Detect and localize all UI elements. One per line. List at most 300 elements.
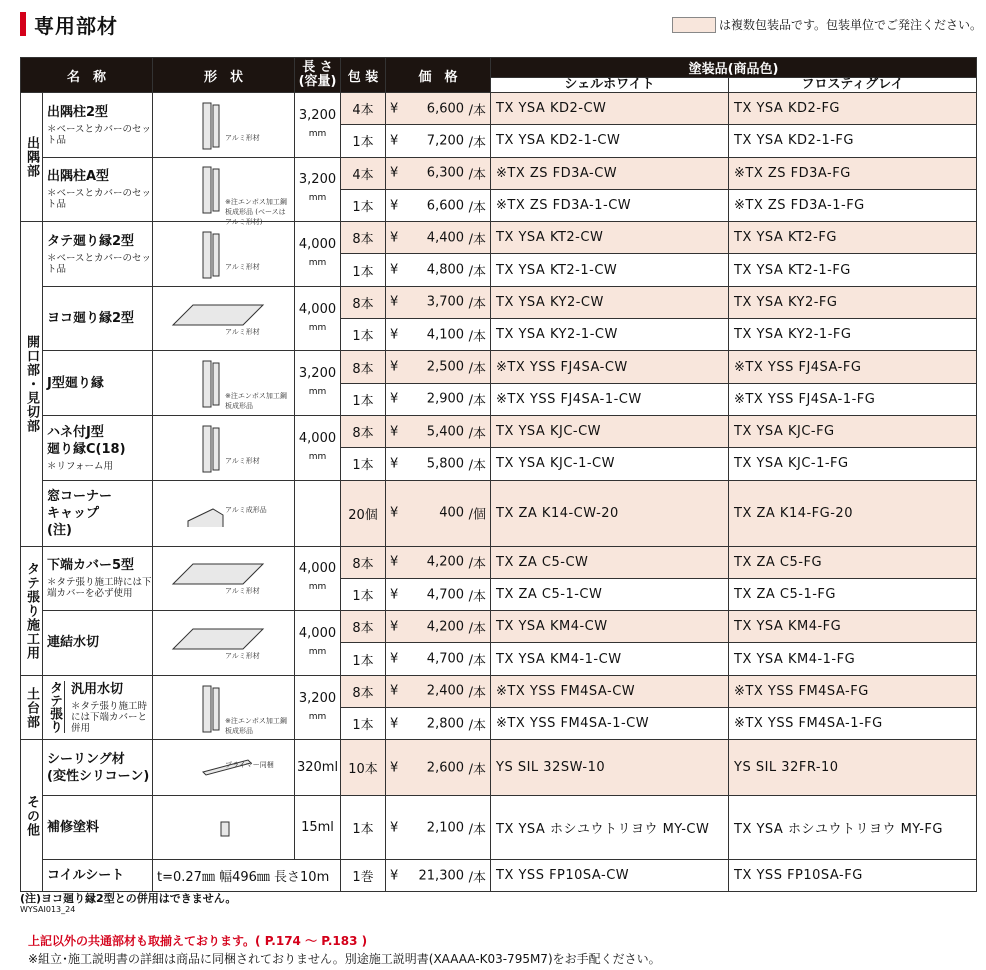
pack-cell: 8本: [341, 675, 386, 707]
shape-cell: [153, 546, 295, 611]
pack-cell: 1本: [341, 383, 386, 415]
header-name: 名 称: [21, 58, 153, 93]
item-name-cell: [43, 796, 153, 860]
price-unit: /本: [468, 822, 487, 838]
table-row: [21, 740, 977, 796]
item-note: ＊ベースとカバーのセット品: [47, 188, 152, 211]
yen-sign: ¥: [390, 424, 399, 440]
item-name-cell: [43, 611, 153, 676]
price-cell: [386, 740, 491, 796]
profile-icon: [153, 418, 293, 478]
category-cell: 開口部・見切部: [21, 222, 43, 546]
yen-sign: ¥: [390, 683, 399, 699]
header-length-sub: (容量): [298, 74, 337, 89]
yen-sign: ¥: [390, 165, 399, 181]
yen-sign: ¥: [390, 133, 399, 149]
code-shellwhite: YS SIL 32SW-10: [491, 740, 729, 796]
item-name: ハネ付J型 廻り縁C(18): [47, 424, 126, 457]
code-shellwhite: TX YSA KM4-CW: [491, 611, 729, 643]
price-value: 2,400: [426, 683, 465, 699]
item-name-cell: [43, 740, 153, 796]
code-shellwhite: TX YSA KJC-1-CW: [491, 448, 729, 480]
length-unit: mm: [308, 582, 327, 593]
price-unit: /個: [468, 507, 487, 523]
length-cell: [295, 480, 341, 546]
header-price: 価 格: [386, 58, 491, 93]
shape-drawing: [153, 418, 294, 478]
pack-cell: 8本: [341, 286, 386, 318]
item-note: ＊ベースとカバーのセット品: [47, 123, 152, 146]
code-frostygray: TX YSA KT2-FG: [729, 222, 977, 254]
category-cell: [21, 675, 43, 740]
header-painted: 塗装品(商品色): [491, 58, 977, 78]
length-value: 3,200: [298, 366, 337, 382]
shape-label: プライマー同梱: [225, 760, 274, 769]
price-cell: [386, 611, 491, 643]
code-shellwhite: ※TX YSS FJ4SA-CW: [491, 351, 729, 383]
length-cell: [295, 415, 341, 480]
footnote: (注)ヨコ廻り縁2型との併用はできません。: [20, 892, 237, 905]
item-name-cell: [43, 157, 153, 222]
code-shellwhite: TX YSA KM4-1-CW: [491, 643, 729, 675]
price-cell: [386, 222, 491, 254]
shape-label: ※注エンボス加工鋼板成形品: [225, 716, 287, 735]
pack-cell: 1本: [341, 254, 386, 286]
price-cell: [386, 796, 491, 860]
price-cell: [386, 480, 491, 546]
pack-cell: 8本: [341, 351, 386, 383]
pack-cell: 20個: [341, 480, 386, 546]
code-shellwhite: ※TX ZS FD3A-CW: [491, 157, 729, 189]
price-value: 4,700: [426, 587, 465, 602]
shape-drawing: [153, 159, 294, 227]
length-value: 4,000: [298, 625, 337, 641]
price-unit: /本: [468, 167, 487, 183]
length-value: 4,000: [298, 236, 337, 252]
shape-drawing: [153, 289, 294, 349]
item-name-cell: [43, 93, 153, 158]
table-row: [21, 351, 977, 383]
yen-sign: ¥: [390, 505, 399, 521]
shape-cell: [153, 286, 295, 351]
shape-cell: [153, 157, 295, 227]
table-row: [21, 480, 977, 546]
shape-drawing: [153, 353, 294, 413]
price-cell: [386, 254, 491, 286]
item-name-cell: [43, 675, 153, 740]
length-value: 15ml: [301, 819, 334, 835]
length-value: 4,000: [298, 430, 337, 446]
pack-cell: 1本: [341, 708, 386, 740]
price-unit: /本: [468, 458, 487, 474]
code-shellwhite: TX YSA KY2-CW: [491, 286, 729, 318]
price-cell: [386, 157, 491, 189]
item-name: タテ廻り縁2型: [47, 233, 135, 249]
item-name-cell: [43, 415, 153, 480]
pack-cell: 1本: [341, 643, 386, 675]
pack-cell: 1本: [341, 796, 386, 860]
shape-drawing: [153, 814, 294, 842]
pack-cell: 10本: [341, 740, 386, 796]
shape-cell: [153, 675, 295, 740]
code-frostygray: TX YSA KM4-FG: [729, 611, 977, 643]
code-shellwhite: TX YSA KT2-1-CW: [491, 254, 729, 286]
profile-icon: [153, 289, 293, 349]
pack-cell: 8本: [341, 611, 386, 643]
code-shellwhite: TX ZA K14-CW-20: [491, 480, 729, 546]
length-unit: mm: [308, 451, 327, 462]
profile-icon: [153, 224, 293, 284]
profile-icon: [153, 814, 293, 842]
price-unit: /本: [468, 103, 487, 119]
legend-text: は複数包装品です。包装単位でご発注ください。: [719, 18, 983, 32]
price-value: 2,900: [426, 391, 465, 407]
yen-sign: ¥: [390, 619, 399, 635]
item-name: シーリング材 (変性シリコーン): [47, 751, 150, 784]
code-frostygray: TX ZA C5-1-FG: [729, 578, 977, 610]
price-unit: /本: [468, 621, 487, 637]
price-unit: /本: [468, 361, 487, 377]
table-row: [21, 157, 977, 189]
price-value: 4,400: [426, 230, 465, 246]
price-value: 6,600: [426, 101, 465, 117]
shape-cell: [153, 222, 295, 287]
length-value: 3,200: [298, 107, 337, 123]
category-cell: その他: [21, 740, 43, 892]
price-value: 21,300: [418, 868, 465, 884]
code-frostygray: ※TX YSS FJ4SA-FG: [729, 351, 977, 383]
price-cell: [386, 860, 491, 892]
code-shellwhite: TX YSA KD2-CW: [491, 93, 729, 125]
code-frostygray: TX YSA ホシユウトリヨウ MY-FG: [729, 796, 977, 860]
code-frostygray: TX YSA KD2-1-FG: [729, 125, 977, 157]
item-name-cell: [43, 860, 153, 892]
table-row: [21, 222, 977, 254]
shape-drawing: [153, 754, 294, 782]
price-cell: [386, 708, 491, 740]
item-name-cell: [43, 546, 153, 611]
item-name: コイルシート: [47, 868, 125, 884]
legend: [672, 16, 982, 33]
profile-icon: [153, 95, 293, 155]
code-shellwhite: TX YSA KD2-1-CW: [491, 125, 729, 157]
shape-drawing: [153, 224, 294, 284]
table-row: [21, 546, 977, 578]
pack-cell: 8本: [341, 415, 386, 447]
length-unit: mm: [308, 322, 327, 333]
shape-drawing: [153, 499, 294, 527]
item-name-cell: [43, 480, 153, 546]
price-value: 7,200: [426, 133, 465, 149]
code-shellwhite: TX ZA C5-CW: [491, 546, 729, 578]
shape-drawing: [153, 548, 294, 608]
price-unit: /本: [468, 685, 487, 701]
price-unit: /本: [468, 393, 487, 409]
length-cell: [295, 286, 341, 351]
shape-label: アルミ形材: [225, 587, 260, 596]
item-note: ＊タテ張り施工時には下端カバーを必ず使用: [47, 577, 152, 600]
title-accent-bar: [20, 12, 26, 36]
code-shellwhite: ※TX YSS FJ4SA-1-CW: [491, 383, 729, 415]
manual-note: ※組立･施工説明書の詳細は商品に同梱されておりません。別途施工説明書(XAAAA-K03-795M7)をお手配ください。: [28, 952, 661, 966]
length-cell: [295, 740, 341, 796]
price-value: 4,200: [426, 554, 465, 570]
table-row: [21, 611, 977, 643]
shape-label: アルミ形材: [225, 262, 260, 271]
pack-cell: 1本: [341, 125, 386, 157]
length-unit: mm: [308, 257, 327, 268]
price-value: 2,100: [426, 820, 465, 836]
code-frostygray: ※TX ZS FD3A-FG: [729, 157, 977, 189]
price-unit: /本: [468, 426, 487, 442]
price-value: 6,600: [426, 198, 465, 214]
pack-cell: 1本: [341, 578, 386, 610]
table-row: [21, 415, 977, 447]
pack-cell: 1本: [341, 319, 386, 351]
shape-cell: [153, 796, 295, 860]
item-name: ヨコ廻り縁2型: [47, 311, 135, 327]
item-name: 出隅柱A型: [47, 169, 110, 185]
price-cell: [386, 286, 491, 318]
code-shellwhite: TX YSA KJC-CW: [491, 415, 729, 447]
code-shellwhite: TX YSS FP10SA-CW: [491, 860, 729, 892]
yen-sign: ¥: [390, 760, 399, 776]
length-value: 3,200: [298, 172, 337, 188]
yen-sign: ¥: [390, 554, 399, 570]
profile-icon: [153, 548, 293, 608]
page-title: 専用部材: [34, 14, 118, 38]
price-value: 4,200: [426, 619, 465, 635]
code-shellwhite: ※TX YSS FM4SA-1-CW: [491, 708, 729, 740]
header-shape: 形 状: [153, 58, 295, 93]
price-cell: [386, 546, 491, 578]
price-cell: [386, 578, 491, 610]
length-cell: [295, 546, 341, 611]
length-unit: mm: [308, 646, 327, 657]
item-name-cell: [43, 286, 153, 351]
code-frostygray: ※TX YSS FM4SA-FG: [729, 675, 977, 707]
yen-sign: ¥: [390, 359, 399, 375]
shape-cell: [153, 351, 295, 416]
item-note: ＊リフォーム用: [47, 460, 114, 472]
header-pack: 包 装: [341, 58, 386, 93]
yen-sign: ¥: [390, 262, 399, 278]
shape-cell: [153, 611, 295, 676]
price-unit: /本: [468, 718, 487, 734]
price-value: 3,700: [426, 294, 465, 310]
yen-sign: ¥: [390, 651, 399, 667]
profile-icon: [153, 613, 293, 673]
header-length: [295, 58, 341, 93]
pack-cell: 8本: [341, 222, 386, 254]
code-frostygray: YS SIL 32FR-10: [729, 740, 977, 796]
price-unit: /本: [468, 200, 487, 216]
price-unit: /本: [468, 232, 487, 248]
shape-drawing: [153, 678, 294, 738]
header-color2: フロスティグレイ: [729, 78, 977, 93]
price-value: 6,300: [426, 165, 465, 181]
price-unit: /本: [468, 762, 487, 778]
price-unit: /本: [468, 589, 487, 604]
item-name: 下端カバー5型: [47, 558, 135, 574]
price-value: 2,600: [426, 760, 465, 776]
code-frostygray: TX ZA C5-FG: [729, 546, 977, 578]
code-shellwhite: ※TX ZS FD3A-1-CW: [491, 189, 729, 221]
length-value: 4,000: [298, 301, 337, 317]
pack-cell: 4本: [341, 157, 386, 189]
header-color1: シェルホワイト: [491, 78, 729, 93]
shape-label: アルミ形材: [225, 327, 260, 336]
code-frostygray: ※TX YSS FM4SA-1-FG: [729, 708, 977, 740]
code-shellwhite: TX YSA KT2-CW: [491, 222, 729, 254]
price-unit: /本: [468, 329, 487, 345]
code-frostygray: TX YSA KD2-FG: [729, 93, 977, 125]
length-unit: mm: [308, 711, 327, 722]
length-cell: [295, 222, 341, 287]
price-value: 4,800: [426, 262, 465, 278]
price-value: 400: [439, 505, 465, 521]
price-value: 2,500: [426, 359, 465, 375]
shape-label: ※注エンボス加工鋼板成形品: [225, 392, 287, 411]
item-note: ＊タテ張り施工時には下端カバーと併用: [71, 701, 148, 735]
header-length-main: 長 さ: [302, 60, 333, 75]
code-shellwhite: TX ZA C5-1-CW: [491, 578, 729, 610]
code-shellwhite: TX YSA KY2-1-CW: [491, 319, 729, 351]
pack-cell: 1本: [341, 189, 386, 221]
price-value: 5,400: [426, 424, 465, 440]
length-cell: [295, 675, 341, 740]
length-value: 4,000: [298, 561, 337, 577]
table-row: [21, 675, 977, 707]
code-frostygray: TX YSA KY2-1-FG: [729, 319, 977, 351]
price-unit: /本: [468, 653, 487, 669]
item-name: J型廻り縁: [47, 375, 104, 391]
code-shellwhite: TX YSA ホシユウトリヨウ MY-CW: [491, 796, 729, 860]
length-unit: mm: [308, 387, 327, 398]
length-unit: mm: [308, 128, 327, 139]
yen-sign: ¥: [390, 198, 399, 214]
table-row: [21, 93, 977, 125]
item-name-cell: [43, 222, 153, 287]
table-row: [21, 286, 977, 318]
yen-sign: ¥: [390, 456, 399, 472]
table-row: [21, 860, 977, 892]
yen-sign: ¥: [390, 716, 399, 732]
code-frostygray: TX YSA KY2-FG: [729, 286, 977, 318]
shape-label: アルミ形材: [225, 456, 260, 465]
pack-cell: 4本: [341, 93, 386, 125]
category-label: 土台部: [24, 686, 39, 729]
price-value: 5,800: [426, 456, 465, 472]
shape-label: アルミ形材: [225, 651, 260, 660]
yen-sign: ¥: [390, 820, 399, 836]
yen-sign: ¥: [390, 101, 399, 117]
code-frostygray: ※TX YSS FJ4SA-1-FG: [729, 383, 977, 415]
code-frostygray: TX YSA KJC-FG: [729, 415, 977, 447]
shape-cell: [153, 415, 295, 480]
price-cell: [386, 125, 491, 157]
shape-label: アルミ成形品: [225, 506, 267, 515]
price-value: 4,700: [426, 651, 465, 667]
price-cell: [386, 93, 491, 125]
shape-cell: [153, 740, 295, 796]
code-frostygray: ※TX ZS FD3A-1-FG: [729, 189, 977, 221]
price-unit: /本: [468, 264, 487, 280]
shape-drawing: [153, 613, 294, 673]
price-unit: /本: [468, 296, 487, 312]
price-cell: [386, 351, 491, 383]
common-parts-note: 上記以外の共通部材も取揃えております。( P.174 ～ P.183 ): [28, 934, 368, 948]
item-name: 窓コーナー キャップ (注): [47, 488, 113, 538]
price-cell: [386, 415, 491, 447]
length-cell: [295, 93, 341, 158]
price-value: 4,100: [426, 327, 465, 343]
price-unit: /本: [468, 556, 487, 572]
shape-cell: [153, 93, 295, 158]
category-cell: 出隅部: [21, 93, 43, 222]
price-cell: [386, 448, 491, 480]
item-name: 補修塗料: [47, 820, 100, 836]
shape-label: アルミ形材: [225, 133, 260, 142]
pack-cell: 1本: [341, 448, 386, 480]
coil-spec: t=0.27㎜ 幅496㎜ 長さ10m: [157, 870, 330, 886]
length-cell: [295, 351, 341, 416]
item-name-cell: [43, 351, 153, 416]
code-frostygray: TX ZA K14-FG-20: [729, 480, 977, 546]
code-frostygray: TX YSA KM4-1-FG: [729, 643, 977, 675]
length-unit: mm: [308, 193, 327, 204]
yen-sign: ¥: [390, 587, 399, 602]
length-cell: [295, 157, 341, 222]
yen-sign: ¥: [390, 294, 399, 310]
category-cell: タテ張り施工用: [21, 546, 43, 675]
price-cell: [386, 643, 491, 675]
code-shellwhite: ※TX YSS FM4SA-CW: [491, 675, 729, 707]
legend-swatch: [672, 17, 716, 33]
shape-cell: [153, 480, 295, 546]
length-value: 320ml: [296, 759, 339, 775]
price-value: 2,800: [426, 716, 465, 732]
code-frostygray: TX YSS FP10SA-FG: [729, 860, 977, 892]
yen-sign: ¥: [390, 391, 399, 407]
code-frostygray: TX YSA KJC-1-FG: [729, 448, 977, 480]
yen-sign: ¥: [390, 868, 399, 884]
pack-cell: 8本: [341, 546, 386, 578]
shape-label: ※注エンボス加工鋼板成形品 (ベースはアルミ形材): [225, 198, 287, 227]
item-name: 汎用水切: [71, 682, 124, 698]
yen-sign: ¥: [390, 327, 399, 343]
price-unit: /本: [468, 135, 487, 151]
yen-sign: ¥: [390, 230, 399, 246]
doc-code: WYSAI013_24: [20, 905, 76, 914]
item-name: 出隅柱2型: [47, 104, 109, 120]
subcategory-label: タテ張り: [47, 681, 65, 733]
shape-cell: [153, 860, 341, 892]
price-cell: [386, 189, 491, 221]
price-cell: [386, 383, 491, 415]
table-row: [21, 796, 977, 860]
item-name: 連結水切: [47, 635, 100, 651]
length-cell: [295, 611, 341, 676]
price-cell: [386, 675, 491, 707]
price-cell: [386, 319, 491, 351]
item-note: ＊ベースとカバーのセット品: [47, 252, 152, 275]
length-value: 3,200: [298, 690, 337, 706]
price-unit: /本: [468, 870, 487, 886]
length-cell: [295, 796, 341, 860]
code-frostygray: TX YSA KT2-1-FG: [729, 254, 977, 286]
shape-drawing: [153, 95, 294, 155]
